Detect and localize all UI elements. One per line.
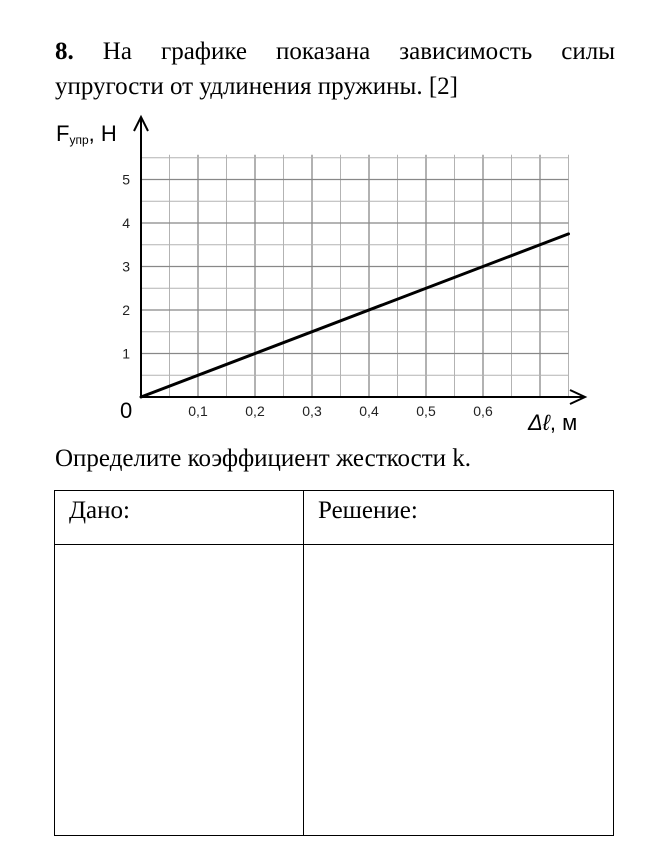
y-tick-label: 3 xyxy=(122,258,130,275)
question-text: Определите коэффициент жесткости k. xyxy=(55,445,472,472)
y-tick-label: 5 xyxy=(122,171,130,188)
task-statement: На графике показана зависимость силы упругости от удлинения пружины. [2] xyxy=(55,38,615,100)
answer-table-header xyxy=(55,491,614,545)
x-tick-label: 0,6 xyxy=(473,403,493,419)
series-layer xyxy=(141,234,569,397)
origin-label: 0 xyxy=(120,398,133,423)
given-cell[interactable] xyxy=(55,545,304,836)
x-tick-label: 0,2 xyxy=(245,403,265,419)
answer-table-body xyxy=(55,545,614,836)
x-tick-label: 0,3 xyxy=(302,403,322,419)
x-axis-title: Δℓ, м xyxy=(528,410,578,435)
chart-grid xyxy=(141,155,569,397)
given-header: Дано: xyxy=(55,491,304,545)
answer-table xyxy=(54,490,614,836)
series-line xyxy=(141,234,569,397)
x-tick-label: 0,4 xyxy=(359,403,379,419)
solution-header: Решение: xyxy=(304,491,614,545)
y-tick-label: 1 xyxy=(122,345,130,362)
x-tick-label: 0,1 xyxy=(188,403,208,419)
y-axis-title: Fупр, Н xyxy=(56,121,117,147)
y-tick-label: 4 xyxy=(122,215,130,231)
task-number: 8. xyxy=(55,38,74,65)
x-tick-label: 0,5 xyxy=(416,403,436,419)
y-tick-label: 2 xyxy=(122,302,130,318)
solution-cell[interactable] xyxy=(304,545,614,836)
chart-axes xyxy=(134,117,585,404)
